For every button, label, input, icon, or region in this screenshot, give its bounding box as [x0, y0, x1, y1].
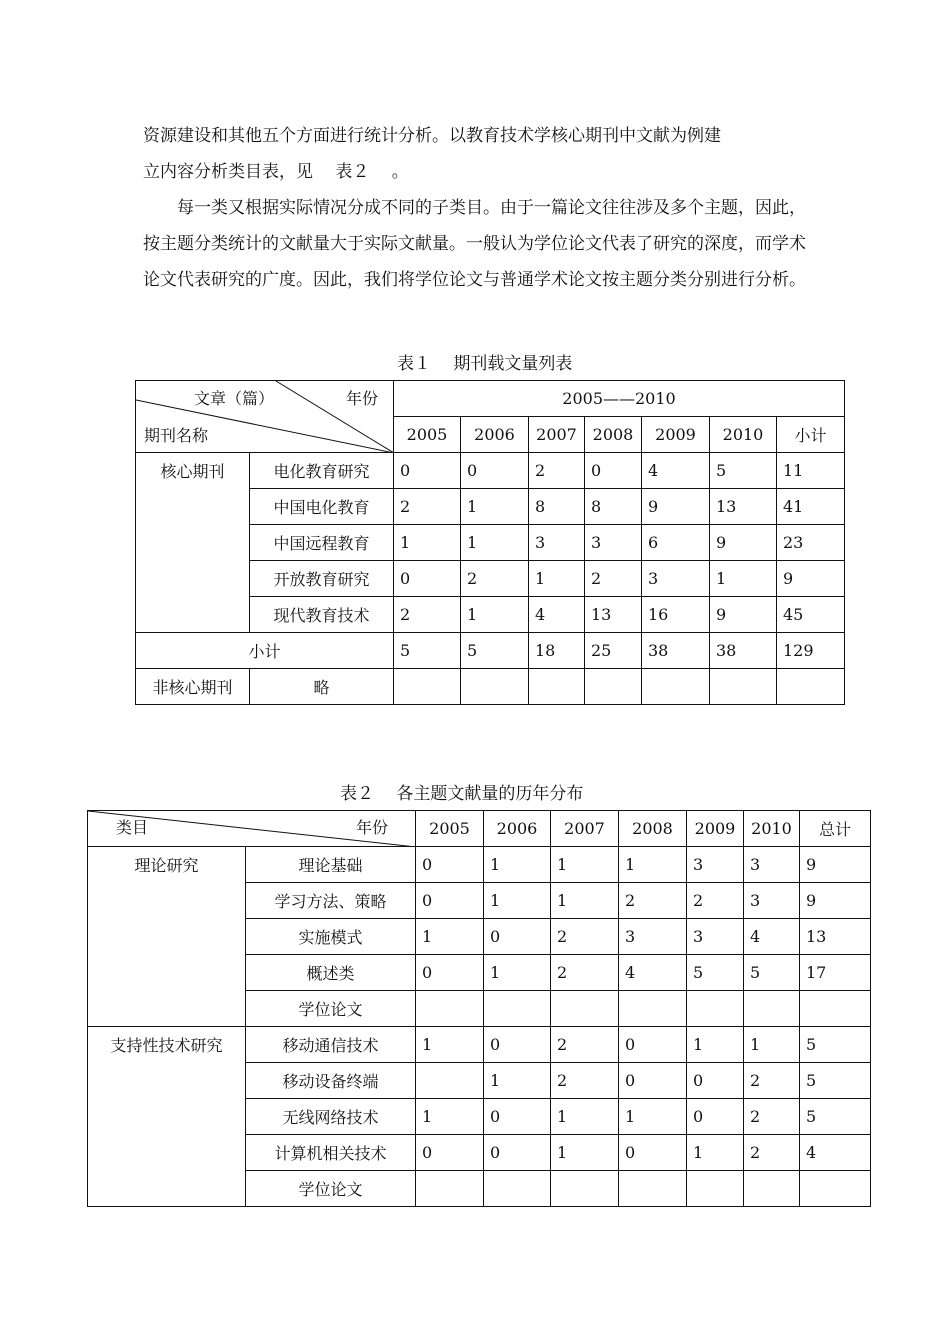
table-cell: 1: [687, 1135, 744, 1171]
corner-year-label: 年份: [356, 818, 389, 837]
table-cell: 17: [800, 955, 871, 991]
table-cell: 13: [710, 489, 777, 525]
subtotal-cell: 18: [529, 633, 585, 669]
year-header: 2007: [529, 417, 585, 453]
table-2-corner-header: [88, 811, 416, 847]
table-cell: 2: [551, 955, 619, 991]
subcategory-name: 学习方法、策略: [246, 883, 416, 919]
year-header: 2009: [642, 417, 710, 453]
table-cell: 1: [551, 847, 619, 883]
noncore-value: 略: [250, 669, 394, 705]
subcategory-name: 计算机相关技术: [246, 1135, 416, 1171]
table-cell: 16: [642, 597, 710, 633]
table-cell: 3: [687, 919, 744, 955]
subtotal-cell: 38: [710, 633, 777, 669]
year-header: 2005: [394, 417, 461, 453]
table-cell: [416, 991, 484, 1027]
table-cell: 3: [529, 525, 585, 561]
table-row: [88, 1027, 871, 1063]
table-cell: 2: [394, 597, 461, 633]
table-cell: 0: [484, 1027, 551, 1063]
table-cell: 0: [416, 847, 484, 883]
paragraph-1-line-2: 立内容分析类目表，见 表２ 。: [143, 162, 409, 182]
table-cell: 9: [800, 847, 871, 883]
journal-name: 中国电化教育: [250, 489, 394, 525]
table-cell: [416, 1063, 484, 1099]
table-cell: 45: [777, 597, 845, 633]
table-cell: 3: [744, 883, 800, 919]
table-cell: [687, 991, 744, 1027]
table-1: [135, 380, 845, 705]
year-header: 2008: [585, 417, 642, 453]
table-cell: 3: [619, 919, 687, 955]
subcategory-name: 移动设备终端: [246, 1063, 416, 1099]
subtotal-cell: 25: [585, 633, 642, 669]
table-cell: 0: [619, 1135, 687, 1171]
table-cell: 3: [642, 561, 710, 597]
subcategory-name: 概述类: [246, 955, 416, 991]
subcategory-name: 学位论文: [246, 991, 416, 1027]
table-2-header-row: [88, 811, 871, 847]
year-header: 2006: [484, 811, 551, 847]
table-cell: 1: [484, 883, 551, 919]
table-cell: [744, 991, 800, 1027]
table-cell: 0: [416, 1135, 484, 1171]
table-cell: 3: [585, 525, 642, 561]
table-cell: 2: [744, 1135, 800, 1171]
table-cell: 5: [800, 1063, 871, 1099]
table-cell: 2: [394, 489, 461, 525]
table-cell: [619, 991, 687, 1027]
subtotal-header: 小计: [777, 417, 845, 453]
table-cell: [551, 1171, 619, 1207]
table-cell: 1: [484, 1063, 551, 1099]
table-cell: 9: [777, 561, 845, 597]
paragraph-1: [143, 118, 813, 190]
table-cell: 5: [744, 955, 800, 991]
table-cell: 2: [687, 883, 744, 919]
table-cell: 2: [619, 883, 687, 919]
table-cell: 2: [744, 1099, 800, 1135]
table-cell: 0: [484, 1099, 551, 1135]
journal-name: 电化教育研究: [250, 453, 394, 489]
table-cell: 9: [710, 525, 777, 561]
table-cell: 4: [642, 453, 710, 489]
table-cell: 1: [484, 847, 551, 883]
table-cell: 0: [394, 453, 461, 489]
table-cell: 4: [744, 919, 800, 955]
category-label: 支持性技术研究: [88, 1027, 246, 1207]
year-header: 2008: [619, 811, 687, 847]
table-cell: 1: [551, 1099, 619, 1135]
table-cell: 1: [744, 1027, 800, 1063]
table-cell: 2: [551, 1063, 619, 1099]
table-cell: 1: [619, 847, 687, 883]
table-cell: 13: [800, 919, 871, 955]
year-header: 2007: [551, 811, 619, 847]
table-cell: [619, 1171, 687, 1207]
year-header: 2010: [744, 811, 800, 847]
subcategory-name: 理论基础: [246, 847, 416, 883]
table-cell: 0: [619, 1063, 687, 1099]
category-label: 理论研究: [88, 847, 246, 1027]
table-cell: [687, 1171, 744, 1207]
table-cell: 41: [777, 489, 845, 525]
table-cell: 6: [642, 525, 710, 561]
paragraph-2: 每一类又根据实际情况分成不同的子类目。由于一篇论文往往涉及多个主题，因此，按主题分类统计的文献量大于实际文献量。一般认为学位论文代表了研究的深度，而学术论文代表研究的广度。因此，我们将学位论文与普通学术论文按主题分类分别进行分析。: [143, 198, 806, 290]
range-header: 2005——2010: [394, 381, 845, 417]
table-cell: 4: [800, 1135, 871, 1171]
table-cell: 5: [710, 453, 777, 489]
subtotal-row: [136, 633, 845, 669]
year-header: 2005: [416, 811, 484, 847]
subcategory-name: 移动通信技术: [246, 1027, 416, 1063]
table-row: [88, 847, 871, 883]
table-cell: [484, 1171, 551, 1207]
subtotal-label: 小计: [136, 633, 394, 669]
table-cell: 2: [461, 561, 529, 597]
journal-name: 中国远程教育: [250, 525, 394, 561]
table-cell: [744, 1171, 800, 1207]
table-cell: [800, 1171, 871, 1207]
corner-year-label: 年份: [346, 389, 379, 408]
core-journal-label: 核心期刊: [136, 453, 250, 633]
table-cell: 2: [529, 453, 585, 489]
table-cell: 0: [619, 1027, 687, 1063]
table-cell: 9: [710, 597, 777, 633]
table-cell: 5: [800, 1027, 871, 1063]
table-cell: [800, 991, 871, 1027]
paragraph-1-line-1: 资源建设和其他五个方面进行统计分析。以教育技术学核心期刊中文献为例建: [143, 126, 721, 146]
table-cell: [484, 991, 551, 1027]
table-cell: 8: [585, 489, 642, 525]
table-cell: 1: [710, 561, 777, 597]
table-cell: 23: [777, 525, 845, 561]
table-cell: 1: [619, 1099, 687, 1135]
table-cell: 0: [416, 883, 484, 919]
table-cell: [416, 1171, 484, 1207]
table-cell: 1: [687, 1027, 744, 1063]
table-2: [87, 810, 871, 1207]
corner-journal-label: 期刊名称: [144, 426, 209, 445]
table-cell: 0: [687, 1099, 744, 1135]
table-cell: 2: [744, 1063, 800, 1099]
corner-article-label: 文章（篇）: [194, 389, 275, 408]
subtotal-cell: 129: [777, 633, 845, 669]
table-cell: 1: [461, 489, 529, 525]
table-cell: 1: [551, 1135, 619, 1171]
table-2-caption: 表２ 各主题文献量的历年分布: [340, 784, 584, 804]
table-cell: 8: [529, 489, 585, 525]
table-cell: 0: [585, 453, 642, 489]
table-cell: 11: [777, 453, 845, 489]
journal-name: 现代教育技术: [250, 597, 394, 633]
table-cell: 1: [551, 883, 619, 919]
table-cell: 1: [416, 1099, 484, 1135]
year-header: 2009: [687, 811, 744, 847]
table-cell: 4: [619, 955, 687, 991]
subtotal-cell: 5: [394, 633, 461, 669]
subtotal-cell: 5: [461, 633, 529, 669]
table-cell: 0: [687, 1063, 744, 1099]
table-cell: 13: [585, 597, 642, 633]
table-cell: 3: [744, 847, 800, 883]
table-row: [136, 453, 845, 489]
year-header: 2010: [710, 417, 777, 453]
table-cell: 1: [461, 597, 529, 633]
table-cell: 1: [394, 525, 461, 561]
table-cell: 9: [800, 883, 871, 919]
table-cell: 4: [529, 597, 585, 633]
table-cell: 5: [800, 1099, 871, 1135]
table-cell: [551, 991, 619, 1027]
table-cell: 5: [687, 955, 744, 991]
table-cell: 1: [416, 1027, 484, 1063]
noncore-label: 非核心期刊: [136, 669, 250, 705]
table-cell: 9: [642, 489, 710, 525]
table-cell: 2: [551, 919, 619, 955]
table-1-corner-header: [136, 381, 394, 453]
table-cell: 1: [529, 561, 585, 597]
table-cell: 0: [461, 453, 529, 489]
subcategory-name: 实施模式: [246, 919, 416, 955]
year-header: 2006: [461, 417, 529, 453]
table-cell: 1: [416, 919, 484, 955]
table-1-caption: 表１ 期刊载文量列表: [397, 354, 573, 374]
subtotal-cell: 38: [642, 633, 710, 669]
noncore-row: [136, 669, 845, 705]
table-cell: 3: [687, 847, 744, 883]
table-cell: 1: [484, 955, 551, 991]
table-cell: 0: [484, 919, 551, 955]
corner-category-label: 类目: [116, 818, 149, 837]
table-cell: 0: [416, 955, 484, 991]
table-cell: 0: [484, 1135, 551, 1171]
subcategory-name: 无线网络技术: [246, 1099, 416, 1135]
table-cell: 2: [585, 561, 642, 597]
subcategory-name: 学位论文: [246, 1171, 416, 1207]
table-cell: 0: [394, 561, 461, 597]
table-cell: 1: [461, 525, 529, 561]
journal-name: 开放教育研究: [250, 561, 394, 597]
table-cell: 2: [551, 1027, 619, 1063]
total-header: 总计: [800, 811, 871, 847]
